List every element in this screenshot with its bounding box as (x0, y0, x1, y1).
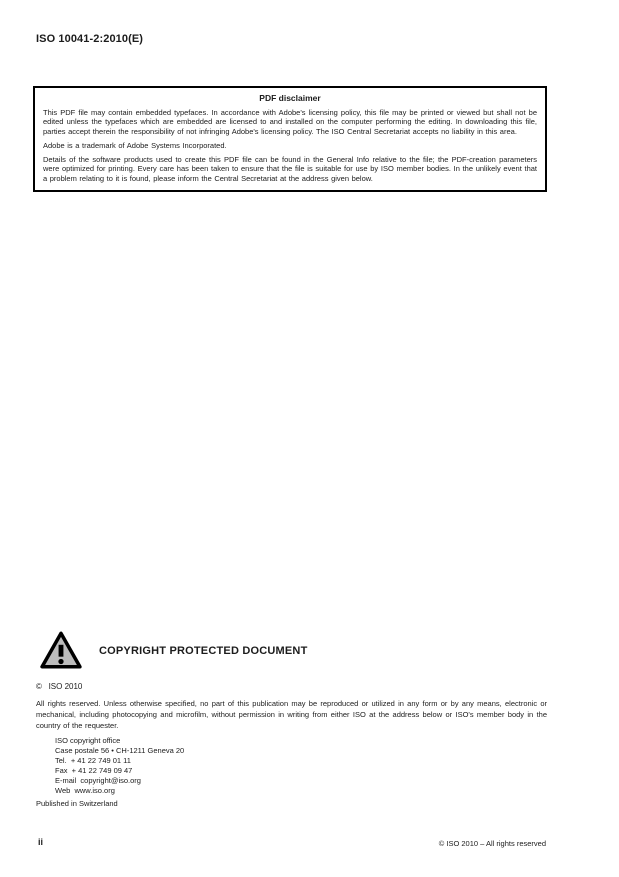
disclaimer-paragraph: Adobe is a trademark of Adobe Systems Incorporated. (43, 140, 227, 150)
address-line: Case postale 56 • CH-1211 Geneva 20 (55, 746, 185, 755)
address-line-email: E-mail copyright@iso.org (55, 776, 141, 785)
footer-page-number: ii (38, 837, 44, 847)
address-line: Tel. + 41 22 749 01 11 (55, 756, 131, 765)
disclaimer-box-title: PDF disclaimer (259, 93, 321, 103)
copyright-heading-row (39, 630, 547, 671)
footer-copyright-notice: © ISO 2010 – All rights reserved (438, 839, 546, 848)
address-line: Fax + 41 22 749 09 47 (55, 766, 133, 775)
copyright-year-line: © ISO 2010 (36, 682, 83, 691)
copyright-section (36, 630, 547, 809)
pdf-disclaimer-box (33, 86, 547, 192)
address-line-web: Web www.iso.org (55, 786, 115, 795)
disclaimer-paragraph: Details of the software products used to create this PDF file can be found in the General Info relative to the file; the PDF-creation parameters were optimized for printing. Every care has been taken to ensure that the file is suitable for use by ISO member bodies. In the unlikely event that a problem relating to it is found, please inform the Central Secretariat at the address given below. (43, 154, 537, 183)
address-line: ISO copyright office (55, 736, 121, 745)
iso-address-block (55, 736, 547, 796)
document-header-title: ISO 10041-2:2010(E) (36, 33, 144, 45)
warning-triangle-icon (39, 630, 83, 671)
rights-reserved-text: All rights reserved. Unless otherwise specified, no part of this publication may be reproduced or utilized in any form or by any means, electronic or mechanical, including photocopying and microfilm, without permission in writing from either ISO at the address below or ISO's member body in the country of the requester. (36, 699, 547, 730)
published-in-line: Published in Switzerland (36, 799, 118, 808)
disclaimer-paragraph: This PDF file may contain embedded typefaces. In accordance with Adobe's licensing policy, this file may be printed or viewed but shall not be edited unless the typefaces which are embedded are licensed to and installed on the computer performing the editing. In downloading this file, parties accept therein the responsibility of not infringing Adobe's licensing policy. The ISO Central Secretariat accepts no liability in this area. (43, 107, 537, 136)
copyright-protected-heading: COPYRIGHT PROTECTED DOCUMENT (99, 644, 308, 657)
